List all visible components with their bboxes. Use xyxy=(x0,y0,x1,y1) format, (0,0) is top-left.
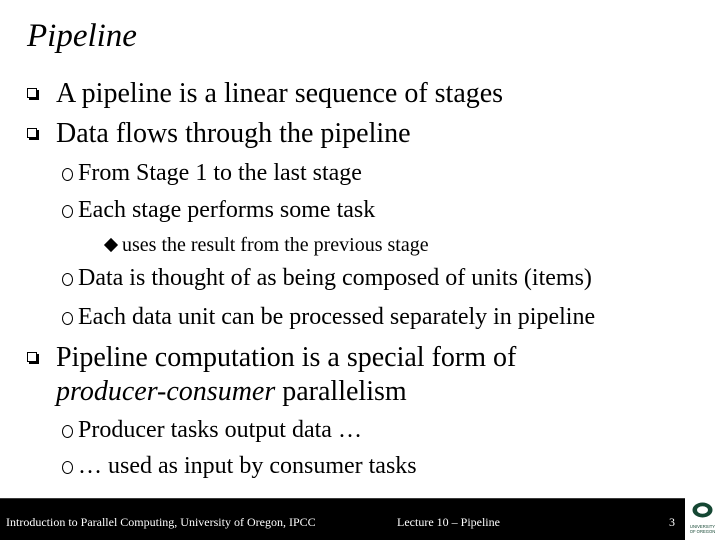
footer-lecture: Lecture 10 – Pipeline xyxy=(397,515,500,529)
footer-bar xyxy=(0,498,685,540)
sub-bullet-text: … used as input by consumer tasks xyxy=(78,453,417,479)
sub-sub-bullet-text: uses the result from the previous stage xyxy=(122,234,429,256)
circle-bullet-icon xyxy=(62,168,73,181)
square-bullet-icon xyxy=(27,128,37,138)
bullet-text-continuation xyxy=(56,374,407,410)
emphasis-text: producer-consumer xyxy=(56,376,276,407)
university-of-oregon-logo xyxy=(685,498,720,540)
sub-bullet-text: Data is thought of as being composed of units (items) xyxy=(78,265,592,291)
sub-bullet xyxy=(62,263,592,293)
sub-bullet-text: Each data unit can be processed separately in pipeline xyxy=(78,304,596,330)
continuation-text: parallelism xyxy=(282,376,407,407)
oregon-o-logo-icon xyxy=(685,498,720,540)
bullet-text: A pipeline is a linear sequence of stages xyxy=(56,78,504,109)
bullet-text: Data flows through the pipeline xyxy=(56,118,411,149)
sub-bullet xyxy=(62,158,362,188)
square-bullet-icon xyxy=(27,352,37,362)
sub-sub-bullet xyxy=(103,233,429,257)
logo-text-line1: UNIVERSITY xyxy=(689,524,716,529)
page-number: 3 xyxy=(669,515,675,529)
circle-bullet-icon xyxy=(62,425,73,438)
footer-course: Introduction to Parallel Computing, University of Oregon, IPCC xyxy=(6,515,316,529)
logo-text-line2: OF OREGON xyxy=(689,529,716,534)
sub-bullet xyxy=(62,195,375,225)
sub-bullet xyxy=(62,302,595,332)
sub-bullet-text: Each stage performs some task xyxy=(78,197,376,223)
diamond-bullet-icon xyxy=(104,238,118,252)
square-bullet-icon xyxy=(27,88,37,98)
circle-bullet-icon xyxy=(62,312,73,325)
slide-title: Pipeline xyxy=(27,18,137,54)
sub-bullet xyxy=(62,415,362,445)
circle-bullet-icon xyxy=(62,461,73,474)
sub-bullet-text: From Stage 1 to the last stage xyxy=(78,160,362,186)
slide-footer xyxy=(0,498,720,540)
circle-bullet-icon xyxy=(62,205,73,218)
sub-bullet-text: Producer tasks output data … xyxy=(78,417,362,443)
sub-bullet xyxy=(62,451,417,481)
bullet-text: Pipeline computation is a special form of xyxy=(56,342,517,373)
circle-bullet-icon xyxy=(62,273,73,286)
